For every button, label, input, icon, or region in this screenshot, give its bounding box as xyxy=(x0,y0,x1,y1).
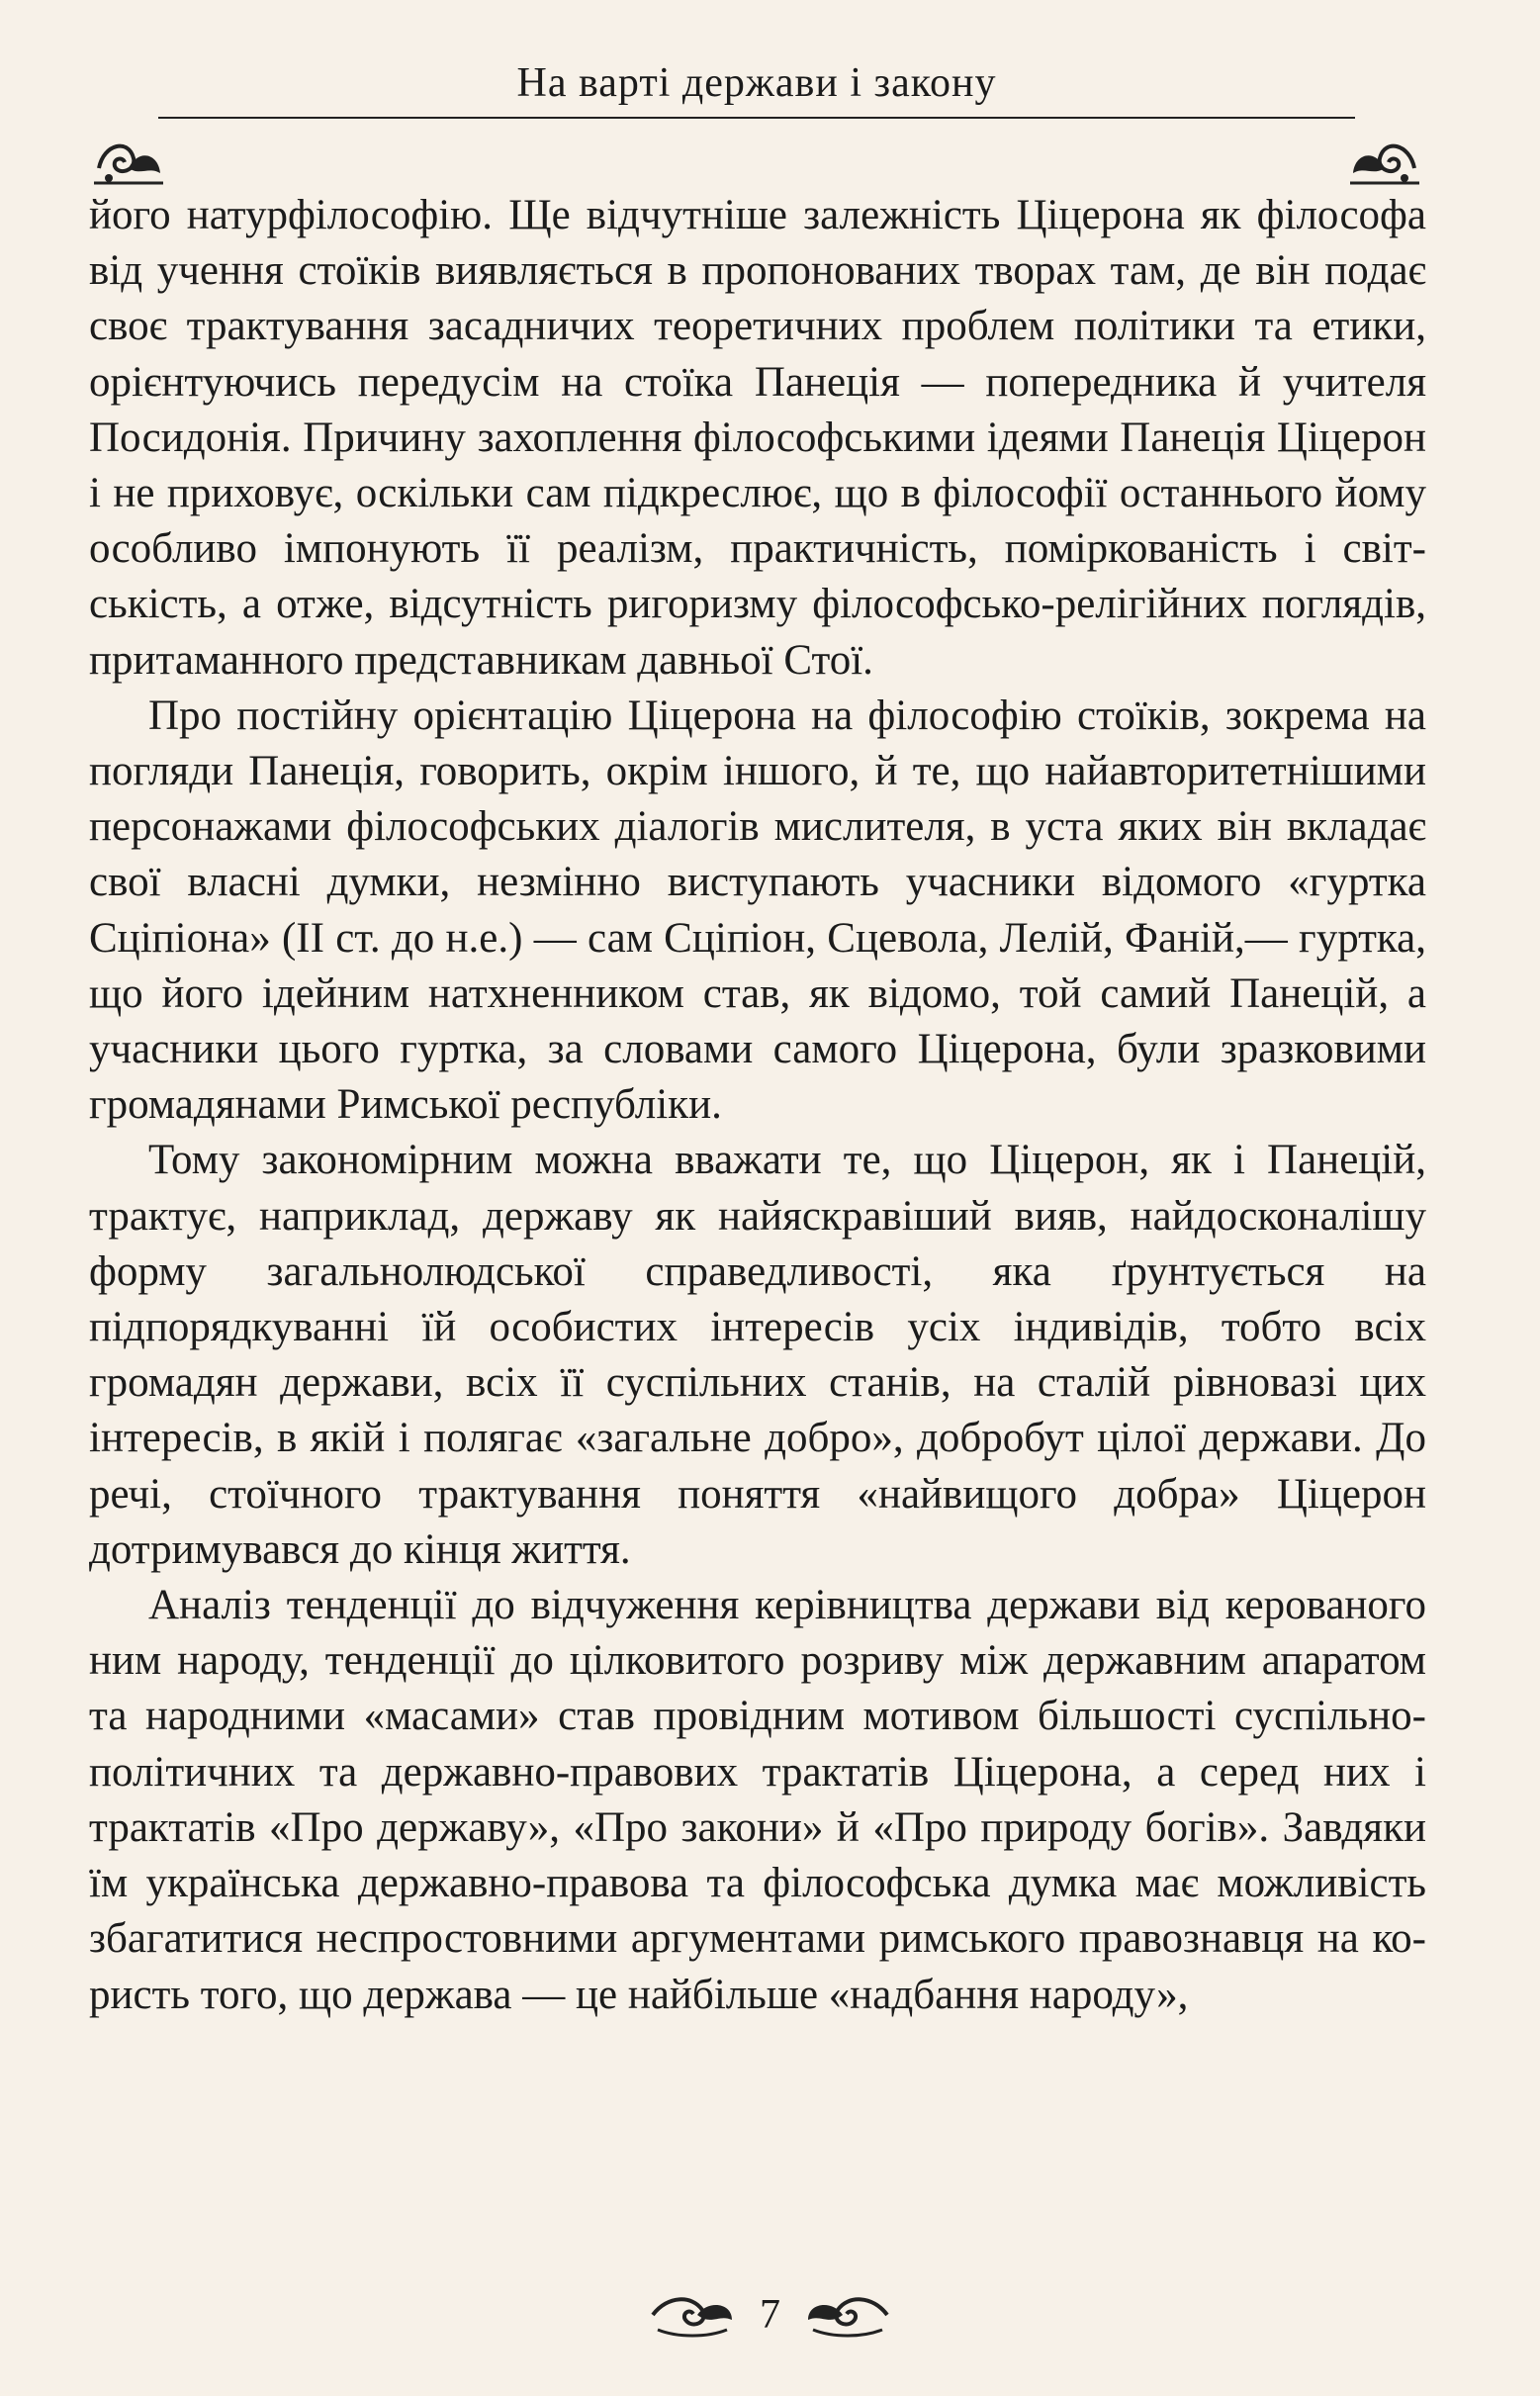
paragraph: його натурфілософію. Ще відчутніше залежність Ціцерона як філософа від учення стоїків виявляється в пропонованих творах там, де він подає своє трактування засадничих теоретичних проблем політики та етики, орієнтуючись передусім на стоїка Панеція — попередника й учителя Посидонія. Причину захоплення філософськими ідеями Панеція Ціцерон і не приховує, оскільки сам підкреслює, що в філософії останнього йому особливо імпонують її реалізм, практичність, поміркованість і світськість, а отже, відсутність ригоризму філософсько-релігійних поглядів, притаманного представникам давньої Стої. xyxy=(89,192,1426,684)
running-header xyxy=(89,59,1424,168)
paragraph: Тому закономірним можна вважати те, що Ціцерон, як і Панецій, трактує, наприклад, державу як найяскравіший вияв, найдосконалішу форму загальнолюдської справедливості, яка ґрунтується на підпорядкуванні їй особистих інтересів усіх індивідів, тобто всіх громадян держави, всіх її суспільних станів, на сталій рівновазі цих інтересів, в якій і полягає «загальне добро», добробут цілої держави. До речі, стоїчного трактування поняття «найвищого добра» Ціцерон дотримувався до кінця життя. xyxy=(89,1137,1426,1573)
acanthus-ornament-icon xyxy=(648,2305,742,2324)
page-number: 7 xyxy=(760,2292,780,2338)
body-text xyxy=(89,188,1426,2023)
running-header-title: На варті держави і закону xyxy=(516,60,997,106)
paragraph: Аналіз тенденції до відчуження керівництва держави від керованого ним народу, тенденції до цілковитого розриву між державним апаратом та народними «масами» став провідним мотивом більшості суспільно-політичних та державно-правових трактатів Ціцерона, а серед них і трактатів «Про державу», «Про закони» й «Про природу богів». Завдяки їм українська державно-правова та філософська думка має можливість збагатитися неспростовними аргументами римського правознавця на користь того, що держава — це найбільше «надбання народу», xyxy=(89,1582,1426,2018)
header-rule xyxy=(158,117,1355,119)
acanthus-ornament-icon xyxy=(803,2305,892,2324)
page-footer xyxy=(0,2290,1540,2369)
paragraph: Про постійну орієнтацію Ціцерона на філософію стоїків, зокрема на погляди Панеція, говорить, окрім іншого, й те, що найавторитетнішими персонажами філософських діалогів мислителя, в уста яких він вкладає свої власні думки, незмінно виступають учасники відомого «гуртка Сціпіона» (II ст. до н.е.) — сам Сціпіон, Сцевола, Лелій, Фаній,— гуртка, що його ідейним натхненником став, як відомо, той самий Панецій, а учасники цього гуртка, за словами самого Ціцерона, були зразковими громадянами Римської республіки. xyxy=(89,691,1426,1129)
